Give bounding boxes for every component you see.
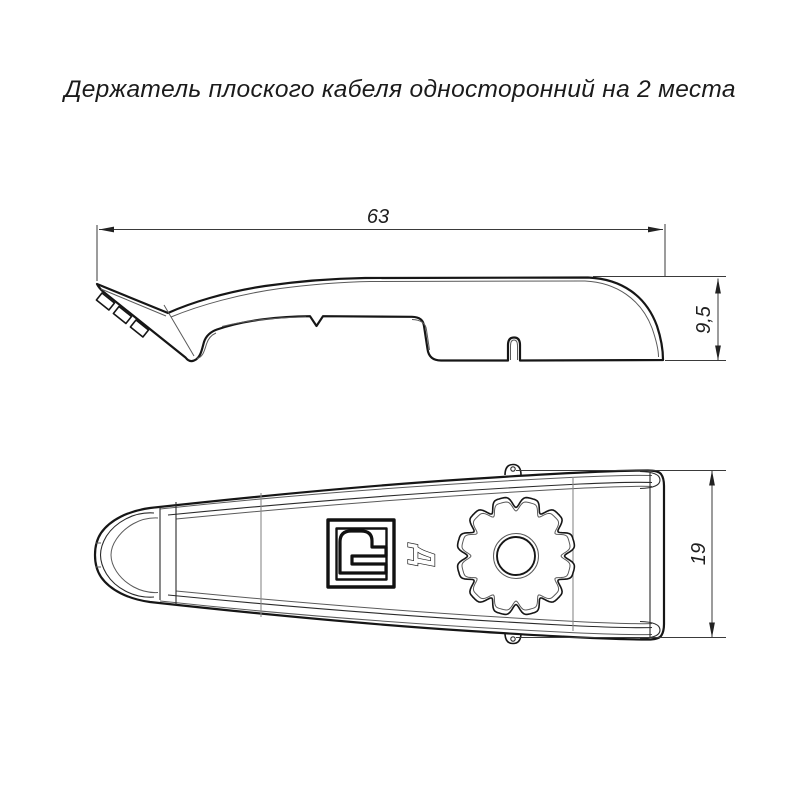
dimension-length bbox=[97, 206, 665, 281]
cavity-mark: Д bbox=[407, 545, 440, 567]
scalloped-wheel bbox=[458, 498, 575, 615]
top-bump bbox=[505, 465, 521, 476]
dim-height-value: 9,5 bbox=[693, 306, 715, 334]
drawing-title: Держатель плоского кабеля односторонний на 2 места bbox=[64, 76, 736, 103]
side-view bbox=[96, 206, 726, 361]
dim-width-value: 19 bbox=[688, 542, 710, 566]
wheel-hole bbox=[497, 537, 535, 575]
bottom-view bbox=[95, 465, 726, 644]
side-outline bbox=[97, 278, 663, 362]
dim-length-value: 63 bbox=[366, 206, 390, 228]
